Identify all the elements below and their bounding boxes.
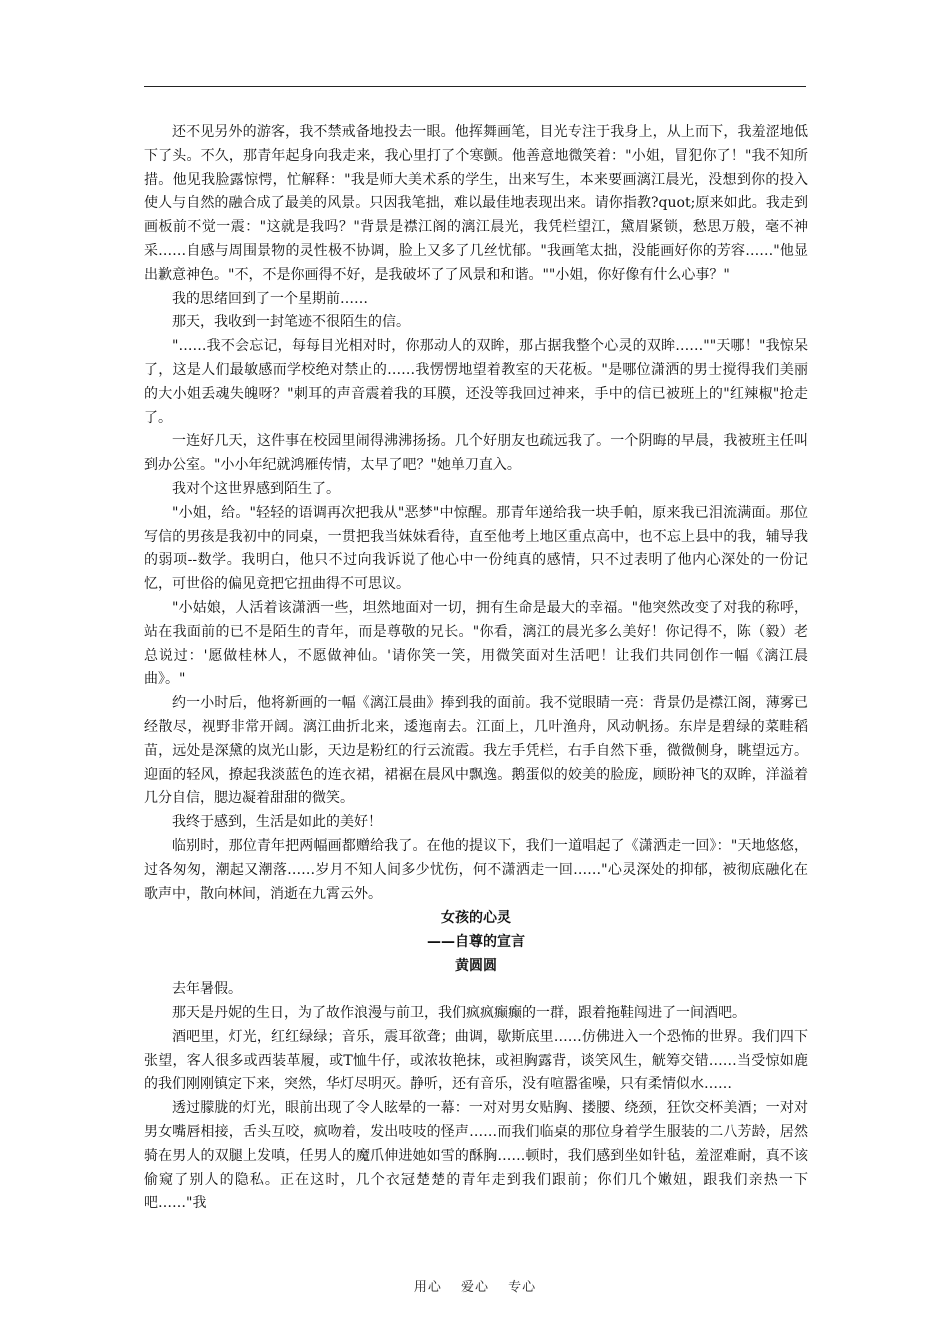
paragraph: 酒吧里，灯光，红红绿绿；音乐，震耳欲聋；曲调，歇斯底里……仿佛进入一个恐怖的世界。我们四下张望，客人很多或西装革履，或T恤牛仔，或浓妆艳抹，或袒胸露背，谈笑风生，觥筹交错……当受惊如鹿的我们刚刚镇定下来，突然，华灯尽明灭。静听，还有音乐，没有喧嚣雀噪，只有柔情似水…… — [144, 1028, 808, 1093]
article-author: 黄圆圆 — [455, 958, 497, 975]
paragraph: "小姑娘，人活着该潇洒一些，坦然地面对一切，拥有生命是最大的幸福。"他突然改变了对我的称呼，站在我面前的已不是陌生的青年，而是尊敬的兄长。"你看，漓江的晨光多么美好！你记得不，陈（毅）老总说过：'愿做桂林人，不愿做神仙。'请你笑一笑，用微笑面对生活吧！让我们共同创作一幅《漓江晨曲》。" — [144, 599, 808, 688]
paragraph: 去年暑假。 — [172, 981, 242, 998]
paragraph: 还不见另外的游客，我不禁戒备地投去一眼。他挥舞画笔，目光专注于我身上，从上而下，我羞涩地低下了头。不久，那青年起身向我走来，我心里打了个寒颤。他善意地微笑着："小姐，冒犯你了！"我不知所措。他见我脸露惊愕，忙解释："我是师大美术系的学生，出来写生，本来要画漓江晨光，没想到你的投入使人与自然的融合成了最美的风景。只因我笔拙，难以最佳地表现出来。请你指教?quot;原来如此。我走到画板前不觉一震："这就是我吗？"背景是襟江阁的漓江晨光，我凭栏望江，黛眉紧锁，愁思万般，毫不神采……自感与周围景物的灵性极不协调，脸上又多了几丝忧郁。"我画笔太拙，没能画好你的芳容……"他显出歉意神色。"不，不是你画得不好，是我破坏了了风景和和谐。""小姐，你好像有什么心事？" — [144, 124, 808, 283]
article-title: 女孩的心灵 — [441, 910, 511, 927]
paragraph: 我终于感到，生活是如此的美好！ — [172, 814, 382, 831]
header-rule — [144, 86, 806, 87]
document-body — [144, 121, 808, 1216]
paragraph: 约一小时后，他将新画的一幅《漓江晨曲》捧到我的面前。我不觉眼睛一亮：背景仍是襟江阁，薄雾已经散尽，视野非常开阔。漓江曲折北来，逶迤南去。江面上，几叶渔舟，风动帆扬。东岸是碧绿的菜畦稻苗，远处是深黛的岚光山影，天边是粉红的行云流霞。我左手凭栏，右手自然下垂，微微侧身，眺望远方。迎面的轻风，撩起我淡蓝色的连衣裙，裙裾在晨风中飘逸。鹅蛋似的姣美的脸庞，顾盼神飞的双眸，洋溢着几分自信，腮边凝着甜甜的微笑。 — [144, 695, 808, 807]
paragraph: 那天是丹妮的生日，为了故作浪漫与前卫，我们疯疯癫癫的一群，跟着拖鞋闯进了一间酒吧。 — [172, 1005, 746, 1022]
paragraph: "小姐，给。"轻轻的语调再次把我从"恶梦"中惊醒。那青年递给我一块手帕，原来我已泪流满面。那位写信的男孩是我初中的同桌，一贯把我当妹妹看待，直至他考上地区重点高中，也不忘上县中的我，辅导我的弱项--数学。我明白，他只不过向我诉说了他心中一份纯真的感情，只不过表明了他内心深处的一份记忆，可世俗的偏见竟把它扭曲得不可思议。 — [144, 504, 808, 593]
paragraph: 一连好几天，这件事在校园里闹得沸沸扬扬。几个好朋友也疏远我了。一个阴晦的早晨，我被班主任叫到办公室。"小小年纪就鸿雁传情，太早了吧？"她单刀直入。 — [144, 433, 808, 474]
paragraph: "……我不会忘记，每每目光相对时，你那动人的双眸，那占据我整个心灵的双眸……""天哪！"我惊呆了，这是人们最敏感而学校绝对禁止的……我愣愣地望着教室的天花板。"是哪位潇洒的男士搅得我们美丽的大小姐丢魂失魄呀？"刺耳的声音震着我的耳膜，还没等我回过神来，手中的信已被班上的"红辣椒"抢走了。 — [144, 338, 808, 426]
paragraph: 我对个这世界感到陌生了。 — [172, 480, 340, 497]
article-subtitle: ——自尊的宣言 — [427, 934, 525, 951]
page-footer: 用心 爱心 专心 — [413, 1280, 537, 1295]
paragraph: 我的思绪回到了一个星期前…… — [172, 290, 368, 307]
paragraph: 透过朦胧的灯光，眼前出现了令人眩晕的一幕：一对对男女贴胸、搂腰、绕颈，狂饮交杯美酒；一对对男女嘴唇相接，舌头互咬，疯吻着，发出吱吱的怪声……而我们临桌的那位身着学生服装的二八芳龄，居然骑在男人的双腿上发嗔，任男人的魔爪伸进她如雪的酥胸……顿时，我们感到坐如针毡，羞涩难耐，真不该偷窥了别人的隐私。正在这时，几个衣冠楚楚的青年走到我们跟前；你们几个嫩妞，跟我们亲热一下吧……"我 — [144, 1100, 808, 1212]
paragraph: 临别时，那位青年把两幅画都赠给我了。在他的提议下，我们一道唱起了《潇洒走一回》："天地悠悠，过各匆匆，潮起又潮落……岁月不知人间多少忧伤，何不潇洒走一回……"心灵深处的抑郁，被彻底融化在歌声中，散向林间，消逝在九霄云外。 — [144, 837, 808, 902]
paragraph: 那天，我收到一封笔迹不很陌生的信。 — [172, 314, 410, 331]
